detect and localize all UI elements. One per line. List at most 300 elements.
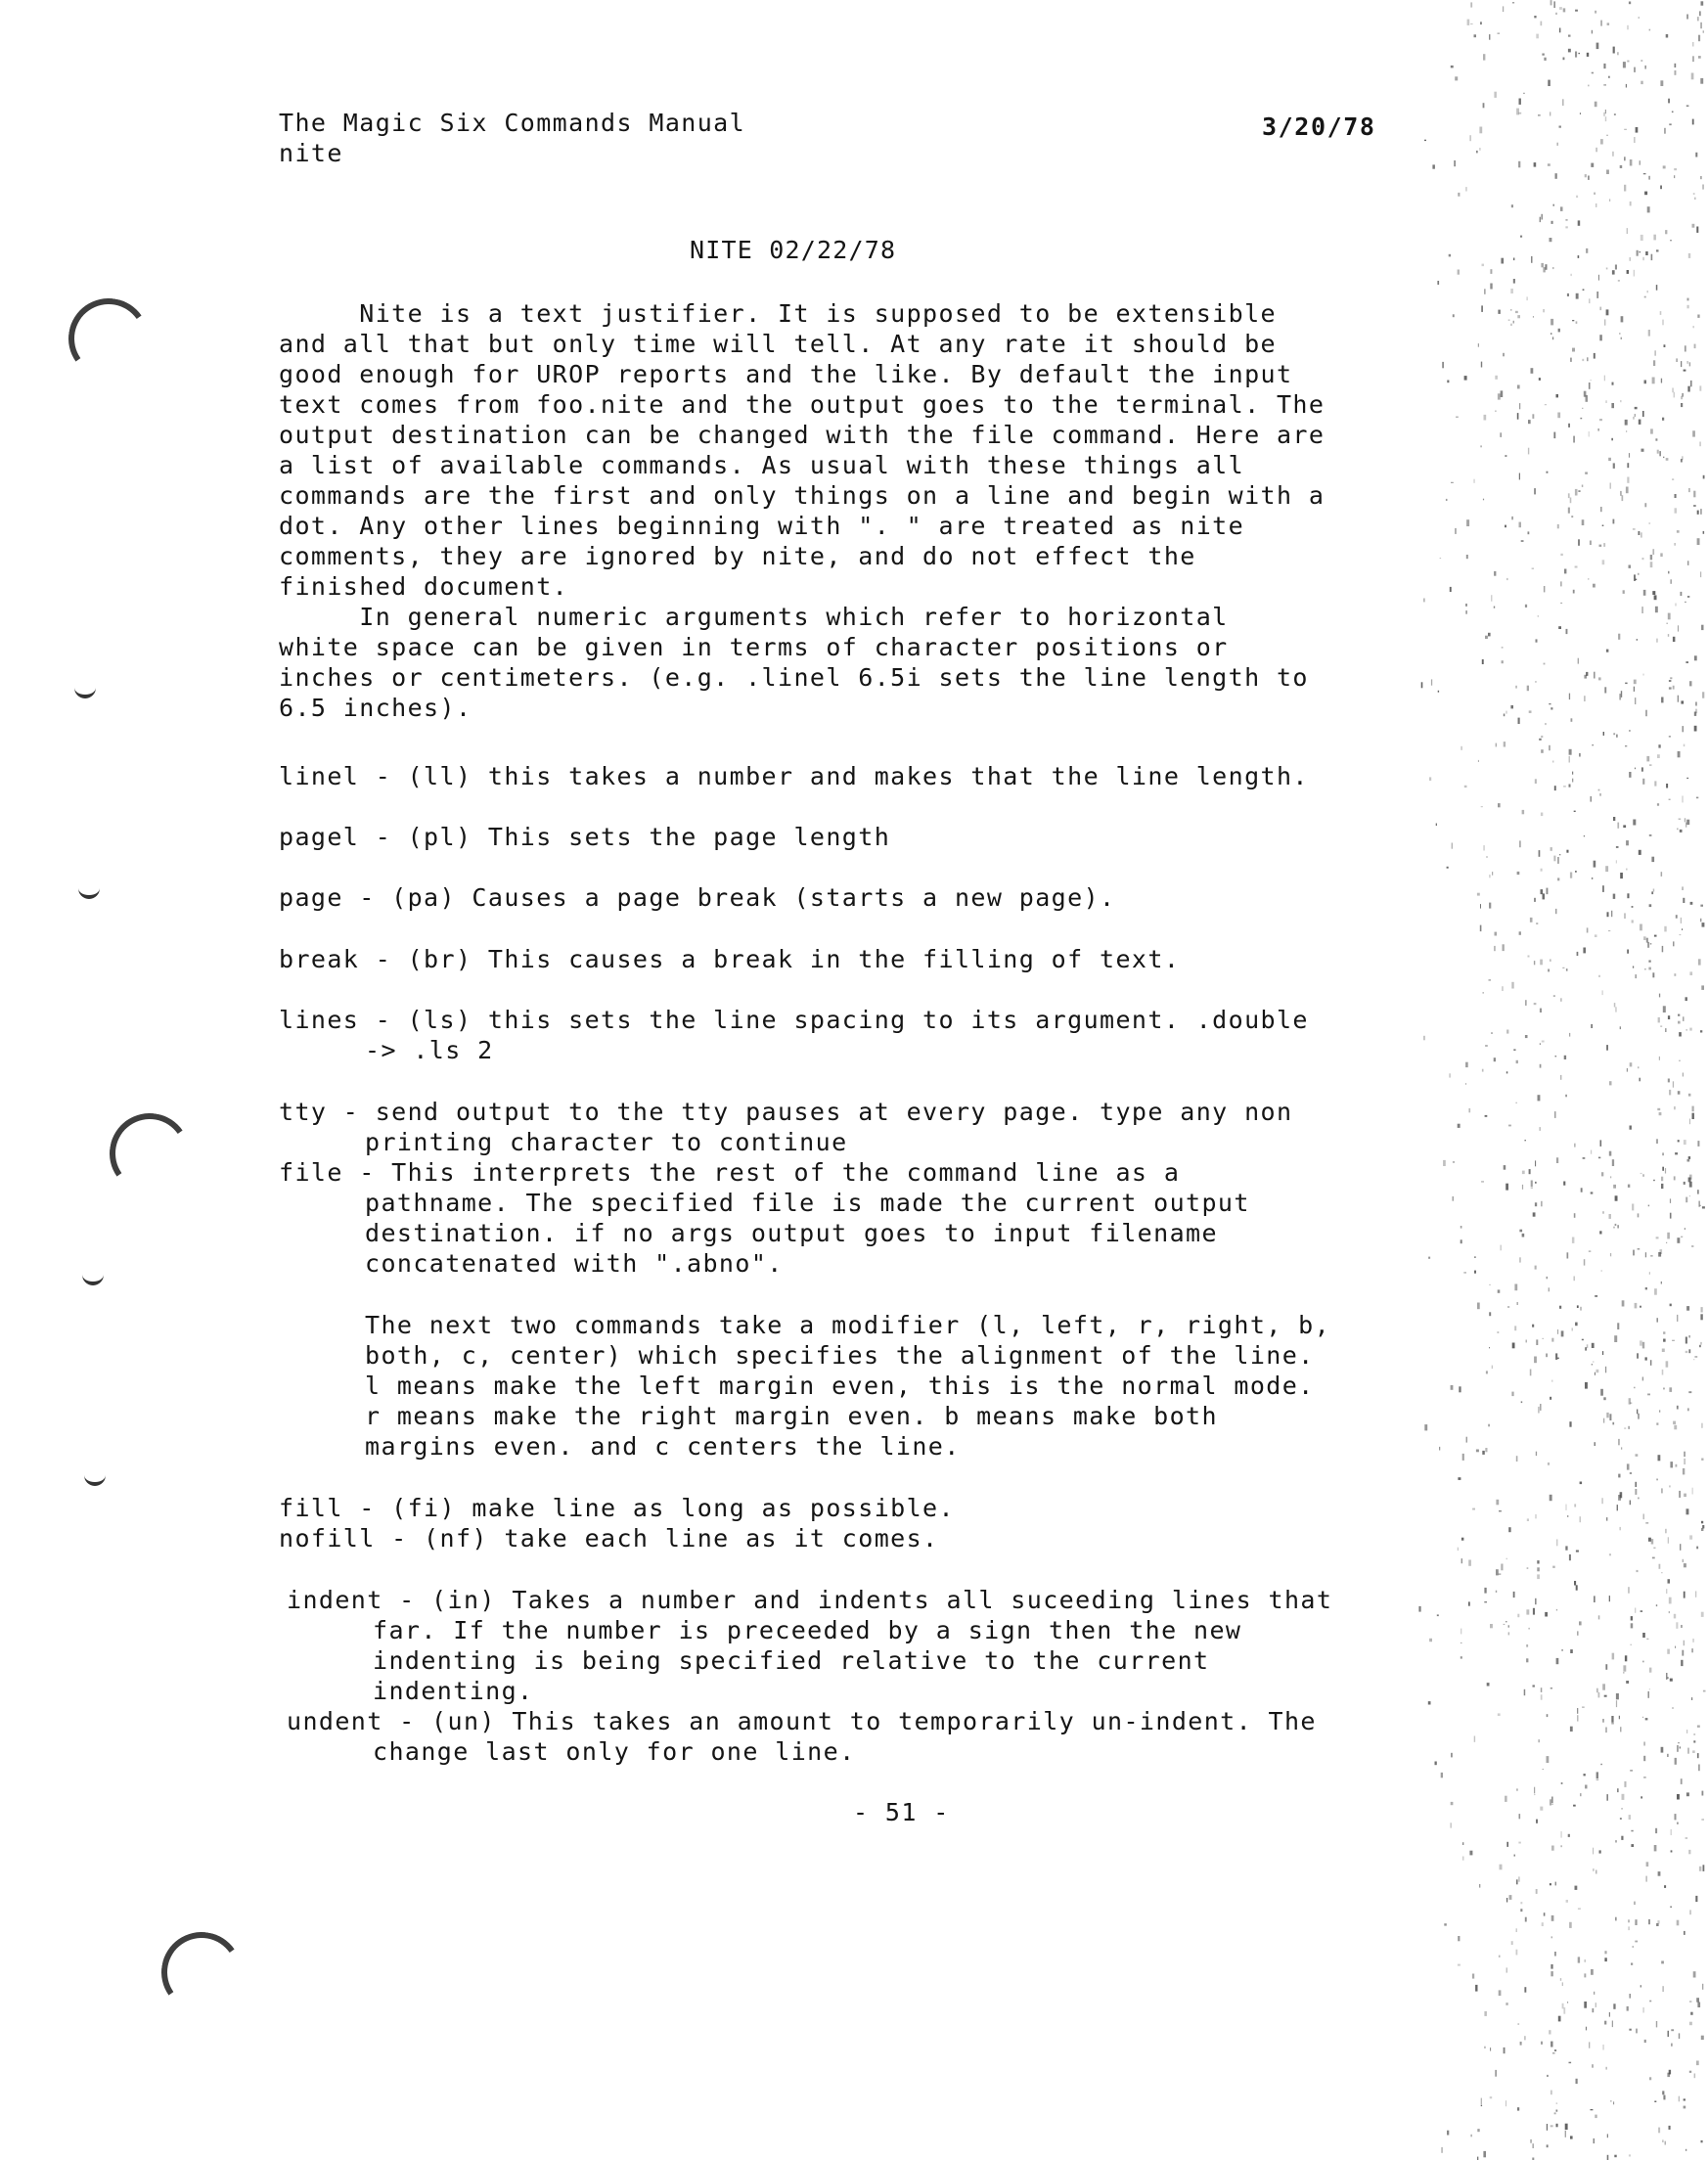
noise-speck bbox=[1631, 1830, 1633, 1832]
noise-speck bbox=[1634, 687, 1635, 692]
noise-speck bbox=[1469, 1851, 1472, 1856]
noise-speck bbox=[1496, 2070, 1497, 2077]
noise-speck bbox=[1600, 139, 1603, 144]
noise-speck bbox=[1551, 1936, 1552, 1938]
noise-speck bbox=[1689, 681, 1692, 686]
noise-speck bbox=[1640, 1340, 1642, 1345]
noise-speck bbox=[1674, 175, 1675, 178]
noise-speck bbox=[1667, 2073, 1670, 2077]
noise-speck bbox=[1667, 1677, 1668, 1679]
noise-speck bbox=[1613, 733, 1615, 735]
noise-speck bbox=[1637, 639, 1638, 641]
noise-speck bbox=[1576, 1551, 1579, 1552]
noise-speck bbox=[1648, 176, 1650, 180]
noise-speck bbox=[1603, 112, 1605, 116]
noise-speck bbox=[1696, 2061, 1699, 2066]
noise-speck bbox=[1617, 1505, 1618, 1510]
noise-speck bbox=[1468, 1560, 1471, 1566]
noise-speck bbox=[1591, 2109, 1594, 2110]
noise-speck bbox=[1492, 1366, 1493, 1370]
noise-speck bbox=[1599, 1231, 1601, 1234]
noise-speck bbox=[1626, 869, 1628, 871]
noise-speck bbox=[1703, 30, 1704, 32]
noise-speck bbox=[1686, 15, 1688, 20]
noise-speck bbox=[1680, 934, 1682, 935]
noise-speck bbox=[1634, 680, 1637, 685]
noise-speck bbox=[1562, 99, 1563, 106]
noise-speck bbox=[1578, 1908, 1581, 1910]
noise-speck bbox=[1510, 309, 1511, 310]
noise-speck bbox=[1590, 541, 1592, 546]
noise-speck bbox=[1551, 0, 1552, 5]
noise-speck bbox=[1623, 62, 1626, 68]
noise-speck bbox=[1628, 1587, 1630, 1594]
noise-speck bbox=[1645, 1357, 1647, 1360]
noise-speck bbox=[1568, 49, 1571, 53]
noise-speck bbox=[1511, 1941, 1513, 1945]
noise-speck bbox=[1517, 2107, 1519, 2110]
noise-speck bbox=[1486, 857, 1487, 858]
noise-speck bbox=[1687, 1408, 1689, 1411]
noise-speck bbox=[1592, 2064, 1593, 2068]
noise-speck bbox=[1563, 1182, 1565, 1186]
noise-speck bbox=[1593, 584, 1596, 588]
noise-speck bbox=[1607, 2155, 1609, 2160]
noise-speck bbox=[1689, 1175, 1692, 1180]
noise-speck bbox=[1592, 878, 1593, 879]
noise-speck bbox=[1598, 275, 1599, 281]
noise-speck bbox=[1550, 1883, 1551, 1885]
noise-speck bbox=[1625, 683, 1627, 685]
noise-speck bbox=[1675, 1758, 1677, 1765]
noise-speck bbox=[1649, 29, 1651, 31]
noise-speck bbox=[1589, 2042, 1590, 2048]
noise-speck bbox=[1628, 1926, 1630, 1930]
noise-speck bbox=[1481, 2098, 1482, 2105]
noise-speck bbox=[1689, 1535, 1692, 1539]
noise-speck bbox=[1596, 148, 1597, 153]
noise-speck bbox=[1645, 251, 1648, 255]
noise-speck bbox=[1521, 1401, 1523, 1403]
noise-speck bbox=[1552, 761, 1553, 763]
noise-speck bbox=[1538, 615, 1539, 617]
noise-speck bbox=[1637, 1353, 1639, 1358]
noise-speck bbox=[1535, 1182, 1537, 1184]
noise-speck bbox=[1480, 925, 1482, 932]
noise-speck bbox=[1615, 1195, 1618, 1200]
noise-speck bbox=[1541, 2042, 1543, 2045]
noise-speck bbox=[1626, 840, 1629, 845]
noise-speck bbox=[1684, 1494, 1686, 1498]
noise-speck bbox=[1616, 1693, 1619, 1699]
noise-speck bbox=[1495, 376, 1498, 380]
noise-speck bbox=[1517, 1302, 1518, 1305]
punch-hole-arc bbox=[104, 1107, 197, 1200]
noise-speck bbox=[1622, 1300, 1625, 1306]
noise-speck bbox=[1543, 1338, 1544, 1339]
noise-speck bbox=[1570, 2136, 1573, 2138]
noise-speck bbox=[1516, 1950, 1518, 1956]
noise-speck bbox=[1689, 362, 1690, 366]
noise-speck bbox=[1498, 33, 1501, 34]
noise-speck bbox=[1489, 1347, 1490, 1348]
noise-speck bbox=[1497, 1331, 1499, 1332]
noise-speck bbox=[1573, 436, 1574, 443]
noise-speck bbox=[1591, 1969, 1594, 1975]
noise-speck bbox=[1501, 1564, 1503, 1571]
noise-speck bbox=[1636, 1454, 1639, 1457]
noise-speck bbox=[1700, 22, 1701, 28]
noise-speck bbox=[1566, 1505, 1567, 1510]
noise-speck bbox=[1429, 1639, 1432, 1642]
noise-speck bbox=[1442, 362, 1444, 368]
noise-speck bbox=[1660, 186, 1662, 190]
noise-speck bbox=[1630, 1126, 1632, 1130]
noise-speck bbox=[1693, 1971, 1696, 1977]
noise-speck bbox=[1548, 969, 1550, 972]
noise-speck bbox=[1645, 1252, 1646, 1257]
noise-speck bbox=[1625, 745, 1627, 747]
noise-speck bbox=[1595, 102, 1597, 108]
noise-speck bbox=[1606, 170, 1609, 175]
noise-speck bbox=[1451, 1802, 1454, 1805]
noise-speck bbox=[1506, 2002, 1507, 2005]
noise-speck bbox=[1602, 885, 1604, 892]
noise-speck bbox=[1627, 25, 1628, 30]
noise-speck bbox=[1630, 1062, 1633, 1066]
noise-speck bbox=[1648, 1205, 1649, 1207]
command-page: page - (pa) Causes a page break (starts a new page). bbox=[279, 883, 1116, 912]
noise-speck bbox=[1635, 407, 1638, 409]
noise-speck bbox=[1615, 1224, 1617, 1226]
noise-speck bbox=[1568, 424, 1570, 428]
noise-speck bbox=[1506, 1898, 1507, 1903]
noise-speck bbox=[1624, 129, 1627, 130]
noise-speck bbox=[1424, 1424, 1427, 1430]
noise-speck bbox=[1573, 1805, 1576, 1807]
noise-speck bbox=[1678, 1140, 1680, 1142]
noise-speck bbox=[1469, 135, 1471, 141]
intro-line: commands are the first and only things on a line and begin with a bbox=[279, 481, 1326, 510]
modifier-note: l means make the left margin even, this is the normal mode. bbox=[365, 1372, 1315, 1400]
noise-speck bbox=[1681, 700, 1684, 703]
noise-speck bbox=[1618, 280, 1620, 282]
noise-speck bbox=[1609, 2012, 1610, 2017]
noise-speck bbox=[1619, 1527, 1621, 1530]
noise-speck bbox=[1682, 886, 1684, 890]
noise-speck bbox=[1606, 1413, 1608, 1418]
noise-speck bbox=[1461, 746, 1462, 750]
noise-speck bbox=[1686, 1337, 1687, 1344]
noise-speck bbox=[1661, 1177, 1663, 1182]
noise-speck bbox=[1649, 904, 1652, 907]
noise-speck bbox=[1639, 531, 1641, 535]
noise-speck bbox=[1657, 1108, 1660, 1110]
noise-speck bbox=[1559, 126, 1561, 128]
noise-speck bbox=[1607, 22, 1610, 25]
noise-speck bbox=[1677, 1822, 1679, 1824]
noise-speck bbox=[1684, 1641, 1685, 1646]
noise-speck bbox=[1540, 1043, 1541, 1045]
noise-speck bbox=[1663, 1339, 1666, 1342]
noise-speck bbox=[1604, 1958, 1606, 1961]
command-fill: fill - (fi) make line as long as possible. bbox=[279, 1494, 955, 1522]
noise-speck bbox=[1678, 1091, 1681, 1095]
noise-speck bbox=[1506, 1030, 1508, 1034]
noise-speck bbox=[1567, 1515, 1568, 1517]
noise-speck bbox=[1513, 1049, 1515, 1051]
noise-speck bbox=[1650, 555, 1652, 560]
noise-speck bbox=[1585, 1785, 1587, 1789]
noise-speck bbox=[1609, 1553, 1611, 1555]
noise-speck bbox=[1620, 165, 1623, 168]
noise-speck bbox=[1477, 2129, 1479, 2132]
noise-speck bbox=[1689, 1182, 1692, 1188]
noise-speck bbox=[1637, 1410, 1638, 1415]
noise-speck bbox=[1508, 1527, 1510, 1532]
noise-speck bbox=[1675, 1646, 1676, 1648]
noise-speck bbox=[1506, 1967, 1507, 1972]
noise-speck bbox=[1461, 1558, 1462, 1563]
noise-speck bbox=[1573, 590, 1575, 594]
noise-speck bbox=[1616, 846, 1619, 848]
noise-speck bbox=[1609, 1214, 1611, 1219]
noise-speck bbox=[1559, 1306, 1561, 1309]
noise-speck bbox=[1465, 604, 1466, 607]
noise-speck bbox=[1500, 1865, 1503, 1870]
noise-speck bbox=[1692, 42, 1694, 47]
noise-speck bbox=[1664, 344, 1666, 347]
noise-speck bbox=[1702, 922, 1705, 927]
noise-speck bbox=[1701, 625, 1703, 630]
noise-speck bbox=[1516, 1060, 1518, 1063]
noise-speck bbox=[1641, 607, 1642, 613]
noise-speck bbox=[1688, 1850, 1690, 1854]
noise-speck bbox=[1611, 438, 1613, 441]
noise-speck bbox=[1605, 866, 1608, 872]
noise-speck bbox=[1459, 1386, 1461, 1392]
noise-speck bbox=[1642, 558, 1644, 560]
intro-line: dot. Any other lines beginning with ". " are treated as nite bbox=[279, 512, 1245, 540]
noise-speck bbox=[1663, 1331, 1665, 1334]
noise-speck bbox=[1629, 2154, 1631, 2156]
noise-speck bbox=[1643, 936, 1646, 940]
noise-speck bbox=[1675, 70, 1677, 75]
noise-speck bbox=[1604, 319, 1605, 325]
noise-speck bbox=[1692, 1488, 1693, 1495]
noise-speck bbox=[1675, 494, 1677, 498]
noise-speck bbox=[1566, 968, 1568, 970]
noise-speck bbox=[1474, 1736, 1475, 1742]
noise-speck bbox=[1638, 1213, 1640, 1217]
noise-speck bbox=[1549, 1287, 1550, 1291]
noise-speck bbox=[1627, 228, 1628, 234]
noise-speck bbox=[1602, 1351, 1603, 1355]
noise-speck bbox=[1540, 1064, 1542, 1068]
noise-speck bbox=[1582, 359, 1584, 361]
noise-speck bbox=[1547, 472, 1549, 473]
noise-speck bbox=[1542, 214, 1543, 220]
noise-speck bbox=[1632, 906, 1634, 908]
noise-speck bbox=[1603, 1397, 1605, 1400]
noise-speck bbox=[1643, 674, 1644, 676]
noise-speck bbox=[1647, 942, 1649, 948]
noise-speck bbox=[1652, 972, 1654, 977]
noise-speck bbox=[1608, 930, 1610, 931]
noise-speck bbox=[1692, 326, 1694, 328]
noise-speck bbox=[1630, 257, 1632, 261]
noise-speck bbox=[1526, 1609, 1529, 1614]
noise-speck bbox=[1673, 1081, 1674, 1087]
noise-speck bbox=[1661, 1572, 1663, 1573]
noise-speck bbox=[1481, 2105, 1482, 2106]
noise-speck bbox=[1680, 830, 1683, 832]
noise-speck bbox=[1604, 1951, 1606, 1954]
noise-speck bbox=[1547, 1756, 1550, 1763]
noise-speck bbox=[1687, 1748, 1688, 1754]
noise-speck bbox=[1686, 361, 1688, 364]
noise-speck bbox=[1643, 257, 1644, 260]
noise-speck bbox=[1673, 686, 1675, 690]
noise-speck bbox=[1555, 1056, 1557, 1057]
noise-speck bbox=[1661, 1747, 1664, 1753]
noise-speck bbox=[1620, 1026, 1621, 1029]
noise-speck bbox=[1468, 1108, 1470, 1112]
noise-speck bbox=[1664, 1885, 1666, 1888]
noise-speck bbox=[1507, 1306, 1509, 1307]
noise-speck bbox=[1695, 709, 1697, 714]
noise-speck bbox=[1630, 1501, 1631, 1506]
noise-speck bbox=[1650, 428, 1653, 433]
noise-speck bbox=[1575, 489, 1578, 496]
noise-speck bbox=[1569, 1033, 1570, 1037]
noise-speck bbox=[1616, 735, 1617, 738]
noise-speck bbox=[1670, 1462, 1673, 1467]
noise-speck bbox=[1663, 165, 1666, 168]
noise-speck bbox=[1629, 453, 1630, 458]
noise-speck bbox=[1596, 1779, 1599, 1780]
noise-speck bbox=[1447, 381, 1449, 383]
noise-speck bbox=[1612, 1159, 1614, 1166]
noise-speck bbox=[1611, 403, 1614, 408]
noise-speck bbox=[1668, 634, 1669, 637]
noise-speck bbox=[1482, 1451, 1485, 1455]
noise-speck bbox=[1600, 1140, 1602, 1147]
noise-speck bbox=[1529, 1169, 1531, 1174]
noise-speck bbox=[1511, 1392, 1513, 1397]
noise-speck bbox=[1517, 385, 1520, 389]
command-indent-continued: far. If the number is preceeded by a sign then the new bbox=[373, 1616, 1242, 1644]
noise-speck bbox=[1479, 1884, 1480, 1888]
noise-speck bbox=[1465, 1062, 1468, 1067]
noise-speck bbox=[1603, 732, 1604, 736]
noise-speck bbox=[1643, 173, 1646, 174]
noise-speck bbox=[1586, 395, 1589, 402]
noise-speck bbox=[1502, 660, 1504, 663]
noise-speck bbox=[1646, 1639, 1648, 1640]
noise-speck bbox=[1627, 950, 1629, 954]
noise-speck bbox=[1514, 1855, 1515, 1857]
noise-speck bbox=[1663, 1986, 1664, 1992]
noise-speck bbox=[1619, 694, 1621, 699]
noise-speck bbox=[1623, 1672, 1624, 1673]
noise-speck bbox=[1587, 357, 1588, 361]
noise-speck bbox=[1472, 1508, 1475, 1510]
noise-speck bbox=[1494, 607, 1495, 608]
noise-speck bbox=[1474, 1256, 1476, 1258]
noise-speck bbox=[1645, 710, 1647, 717]
noise-speck bbox=[1644, 968, 1645, 969]
noise-speck bbox=[1461, 1656, 1462, 1658]
noise-speck bbox=[1682, 393, 1684, 397]
noise-speck bbox=[1698, 35, 1700, 42]
noise-speck bbox=[1462, 1842, 1463, 1845]
noise-speck bbox=[1654, 2101, 1656, 2103]
noise-speck bbox=[1698, 1201, 1700, 1207]
noise-speck bbox=[1653, 889, 1655, 892]
noise-speck bbox=[1604, 2021, 1606, 2025]
noise-speck bbox=[1659, 1112, 1662, 1115]
noise-speck bbox=[1561, 1649, 1563, 1650]
noise-speck bbox=[1513, 258, 1515, 261]
noise-speck bbox=[1669, 123, 1671, 125]
noise-speck bbox=[1584, 1774, 1586, 1776]
noise-speck bbox=[1679, 819, 1682, 820]
noise-speck bbox=[1509, 1895, 1512, 1900]
noise-speck bbox=[1703, 475, 1705, 479]
noise-speck bbox=[1673, 637, 1676, 642]
noise-speck bbox=[1518, 161, 1520, 168]
noise-speck bbox=[1662, 320, 1663, 326]
noise-speck bbox=[1607, 912, 1609, 917]
noise-speck bbox=[1648, 961, 1650, 963]
modifier-note: The next two commands take a modifier (l, left, r, right, b, bbox=[365, 1311, 1331, 1339]
noise-speck bbox=[1571, 274, 1572, 276]
noise-speck bbox=[1700, 571, 1701, 577]
noise-speck bbox=[1636, 2029, 1637, 2034]
noise-speck bbox=[1517, 315, 1520, 318]
noise-speck bbox=[1669, 2126, 1671, 2130]
noise-speck bbox=[1656, 1139, 1658, 1144]
noise-speck bbox=[1686, 820, 1689, 825]
noise-speck bbox=[1689, 1119, 1690, 1125]
noise-speck bbox=[1676, 915, 1678, 919]
noise-speck bbox=[1537, 1560, 1539, 1563]
noise-speck bbox=[1458, 270, 1460, 275]
noise-speck bbox=[1528, 956, 1530, 958]
noise-speck bbox=[1520, 1909, 1522, 1912]
noise-speck bbox=[1622, 1794, 1625, 1800]
noise-speck bbox=[1699, 1345, 1701, 1347]
noise-speck bbox=[1516, 1456, 1518, 1462]
noise-speck bbox=[1551, 319, 1553, 326]
noise-speck bbox=[1577, 952, 1579, 956]
noise-speck bbox=[1501, 1245, 1502, 1251]
noise-speck bbox=[1652, 591, 1655, 595]
noise-speck bbox=[1456, 417, 1459, 418]
noise-speck bbox=[1669, 2070, 1671, 2075]
noise-speck bbox=[1518, 112, 1521, 114]
noise-speck bbox=[1579, 753, 1581, 757]
noise-speck bbox=[1508, 320, 1510, 321]
noise-speck bbox=[1674, 168, 1677, 170]
noise-speck bbox=[1560, 603, 1562, 604]
noise-speck bbox=[1536, 923, 1538, 924]
noise-speck bbox=[1581, 1188, 1583, 1192]
noise-speck bbox=[1569, 1922, 1572, 1928]
noise-speck bbox=[1635, 1608, 1636, 1613]
noise-speck bbox=[1681, 1660, 1683, 1666]
